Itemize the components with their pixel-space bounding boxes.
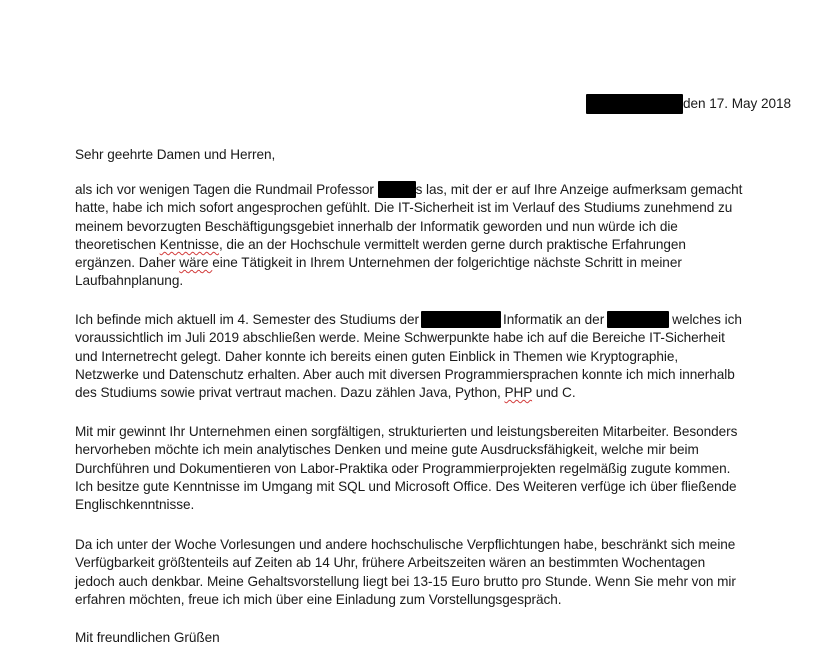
p2-line-4: Netzwerke und Datenschutz erhalten. Aber auch mit diversen Programmiersprachen konnte ich mich innerhalb: [75, 366, 735, 382]
date-line: [586, 94, 791, 114]
redacted-sender-city: [586, 94, 683, 114]
p1-line-5-end: eine Tätigkeit in Ihrem Unternehmen der folgerichtige nächste Schritt in meiner: [212, 255, 682, 271]
p1-line-2: hatte, habe ich mich sofort angesprochen gefühlt. Die IT-Sicherheit ist im Verlauf des Studiums zunehmend zu: [75, 200, 733, 216]
p1-line-4-start: theoretischen: [75, 236, 160, 252]
p1-line-1-start: als ich vor wenigen Tagen die Rundmail Professor: [75, 182, 378, 197]
p2-line-3: und Internetrecht gelegt. Daher konnte ich bereits einen guten Einblick in Themen wie Kryptographie,: [75, 348, 679, 364]
p2-line-1-mid: Informatik an der: [503, 312, 605, 327]
p2-line-5-start: des Studiums sowie privat vertraut machen. Dazu zählen Java, Python,: [75, 385, 505, 401]
salutation: [75, 146, 275, 164]
redacted-professor-name: [378, 181, 416, 198]
p4-line-2: Verfügbarkeit größtenteils auf Zeiten ab 14 Uhr, frühere Arbeitszeiten wären an bestimmten Wochentagen: [75, 555, 706, 571]
spellcheck-word-php: PHP: [504, 385, 533, 401]
p2-line-1-end: welches ich: [672, 312, 742, 327]
letter-date: den 17. May 2018: [683, 95, 792, 111]
p2-line-5: [75, 384, 742, 402]
p4-line-1: Da ich unter der Woche Vorlesungen und andere hochschulische Verpflichtungen habe, beschränkt sich meine: [75, 537, 736, 552]
p3-line-2: hervorheben möchte ich mein analytisches Denken und meine gute Ausdrucksfähigkeit, welche mir beim: [75, 442, 699, 458]
p1-line-3: meinem bevorzugten Beschäftigungsgebiet innerhalb der Informatik geworden und nun würde ich die: [75, 218, 678, 234]
spellcheck-word-waere: wäre: [179, 255, 213, 271]
paragraph-1: [75, 181, 742, 291]
p1-line-4-end: , die an der Hochschule vermittelt werden gerne durch praktische Erfahrungen: [218, 236, 686, 252]
p3-line-3: Durchführen und Dokumentieren von Labor-Praktika oder Programmierprojekten regelmäßig zugute kommen.: [75, 460, 731, 476]
salutation-text: Sehr geehrte Damen und Herren,: [75, 147, 276, 162]
paragraph-2: [75, 311, 742, 402]
p1-line-6: Laufbahnplanung.: [75, 273, 184, 289]
p2-line-1-start: Ich befinde mich aktuell im 4. Semester des Studiums der: [75, 312, 420, 327]
p4-line-4: erfahren möchten, freue ich mich über eine Einladung zum Vorstellungsgespräch.: [75, 591, 562, 607]
p1-line-1-end: s las, mit der er auf Ihre Anzeige aufmerksam gemacht: [415, 182, 743, 197]
p3-line-1: Mit mir gewinnt Ihr Unternehmen einen sorgfältigen, strukturierten und leistungsbereiten Mitarbeiter. Besonders: [75, 424, 738, 439]
p2-line-5-end: und C.: [532, 385, 576, 401]
redacted-study-program: [421, 311, 501, 328]
closing: [75, 629, 220, 647]
paragraph-4: [75, 536, 736, 609]
p1-line-4: [75, 236, 742, 254]
p3-line-5: Englischkenntnisse.: [75, 497, 195, 513]
p4-line-3: jedoch auch denkbar. Meine Gehaltsvorstellung liegt bei 13-15 Euro brutto pro Stunde. Wenn Sie mehr von mir: [75, 573, 736, 589]
p1-line-1: [75, 181, 742, 199]
spellcheck-word-kentnisse: Kentnisse: [159, 236, 219, 252]
p1-line-5-start: ergänzen. Daher: [75, 255, 180, 271]
p1-line-5: [75, 254, 742, 272]
p3-line-4: Ich besitze gute Kenntnisse im Umgang mit SQL und Microsoft Office. Des Weiteren verfüge ich über fließende: [75, 478, 737, 494]
p2-line-2: voraussichtlich im Juli 2019 abschließen werde. Meine Schwerpunkte habe ich auf die Bereiche IT-Sicherheit: [75, 330, 725, 346]
redacted-university: [607, 311, 669, 328]
closing-text: Mit freundlichen Grüßen: [75, 630, 220, 645]
paragraph-3: [75, 423, 737, 514]
p2-line-1: [75, 311, 742, 329]
